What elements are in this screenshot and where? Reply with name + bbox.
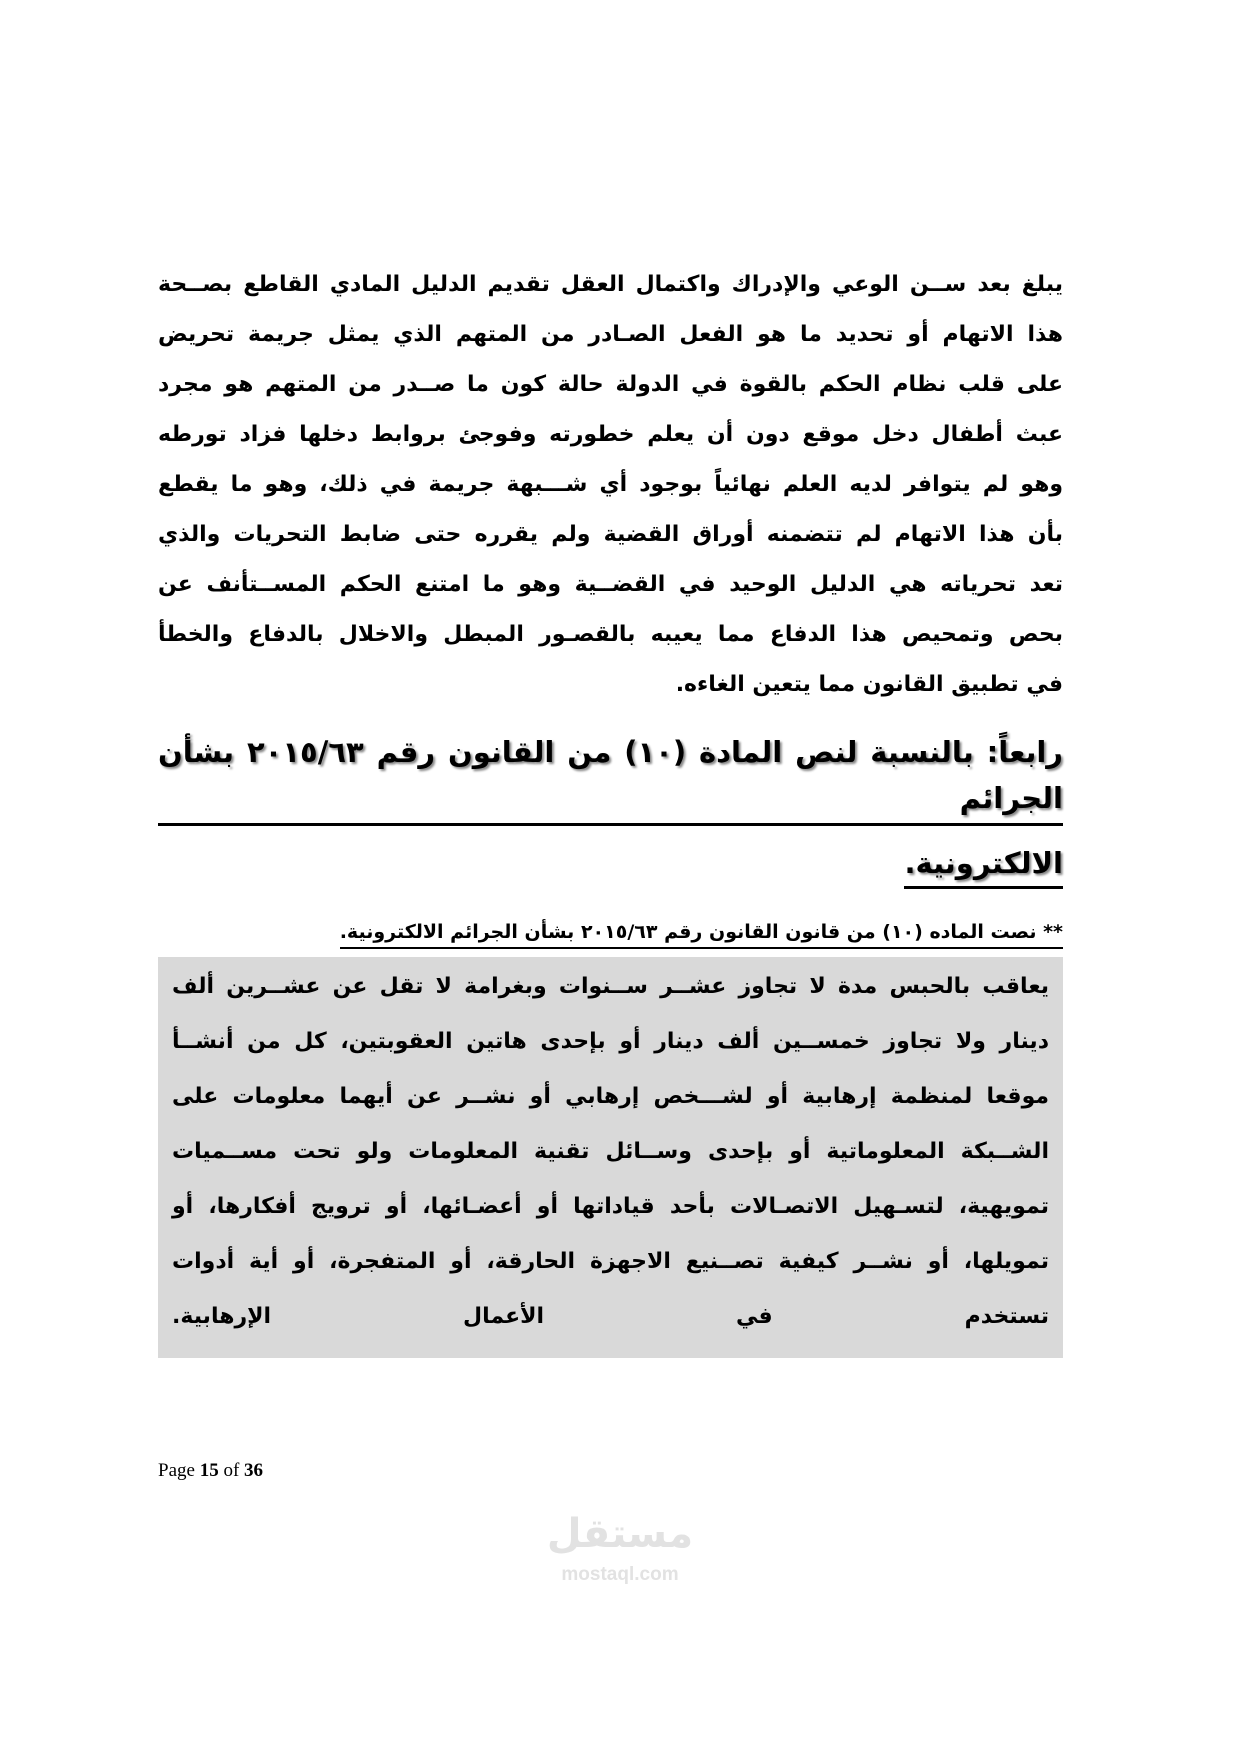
article-subheading-row: [158, 917, 1063, 949]
watermark-arabic: مستقل: [546, 1511, 694, 1557]
body-line: بأن هذا الاتهام لم تتضمنه أوراق القضية ولم يقرره حتى ضابط التحريات والذي: [158, 522, 1063, 547]
page-number: [158, 1458, 1063, 1484]
quote-line: تستخدم في الأعمال الإرهابية.: [172, 1304, 1049, 1329]
quote-line: موقعا لمنظمة إرهابية أو لشـــخص إرهابي أو نشــر عن أيهما معلومات على: [172, 1084, 1049, 1109]
quote-line: تمويلها، أو نشــر كيفية تصــنيع الاجهزة الحارقة، أو المتفجرة، أو أية أدوات: [172, 1249, 1049, 1274]
body-line: على قلب نظام الحكم بالقوة في الدولة حالة كون ما صــدر من المتهم هو مجرد: [158, 372, 1063, 397]
body-line: هذا الاتهام أو تحديد ما هو الفعل الصـادر من المتهم الذي يمثل جريمة تحريض: [158, 322, 1063, 347]
section-heading-row: [158, 840, 1063, 889]
body-line: وهو لم يتوافر لديه العلم نهائياً بوجود أي شـــبهة جريمة في ذلك، وهو ما يقطع: [158, 472, 1063, 497]
body-line: يبلغ بعد ســن الوعي والإدراك واكتمال العقل تقديم الدليل المادي القاطع بصــحة: [158, 272, 1063, 297]
body-line: في تطبيق القانون مما يتعين الغاءه.: [675, 672, 1063, 697]
body-line: عبث أطفال دخل موقع دون أن يعلم خطورته وفوجئ بروابط دخلها فزاد تورطه: [158, 422, 1063, 447]
watermark-logo: [540, 1506, 700, 1588]
body-line: تعد تحرياته هي الدليل الوحيد في القضــية وهو ما امتنع الحكم المســتأنف عن: [158, 572, 1063, 597]
document-page: [158, 265, 1063, 1588]
page-word: Page: [158, 1460, 195, 1481]
section-heading: رابعاً: بالنسبة لنص المادة (١٠) من القانون رقم ٢٠١٥/٦٣ بشأن الجرائم: [158, 729, 1063, 826]
quote-line: الشــبكة المعلوماتية أو بإحدى وســائل تقنية المعلومات ولو تحت مســميات: [172, 1139, 1049, 1164]
total-pages: 36: [244, 1460, 264, 1481]
watermark-latin: mostaql.com: [561, 1564, 679, 1585]
section-heading-continued: الالكترونية.: [904, 840, 1063, 889]
quote-line: تمويهية، لتسـهيل الاتصـالات بأحد قياداتها أو أعضـائها، أو ترويج أفكارها، أو: [172, 1194, 1049, 1219]
of-word: of: [223, 1460, 240, 1481]
body-line: بحص وتمحيص هذا الدفاع مما يعيبه بالقصـور المبطل والاخلال بالدفاع والخطأ: [158, 622, 1063, 647]
article-quote-box: [158, 957, 1063, 1358]
article-subheading: ** نصت الماده (١٠) من قانون القانون رقم ٢٠١٥/٦٣ بشأن الجرائم الالكترونية.: [340, 917, 1063, 949]
current-page: 15: [199, 1460, 219, 1481]
quote-line: يعاقب بالحبس مدة لا تجاوز عشــر ســنوات وبغرامة لا تقل عن عشــرين ألف: [172, 974, 1049, 999]
quote-line: دينار ولا تجاوز خمســين ألف دينار أو بإحدى هاتين العقوبتين، كل من أنشــأ: [172, 1029, 1049, 1054]
